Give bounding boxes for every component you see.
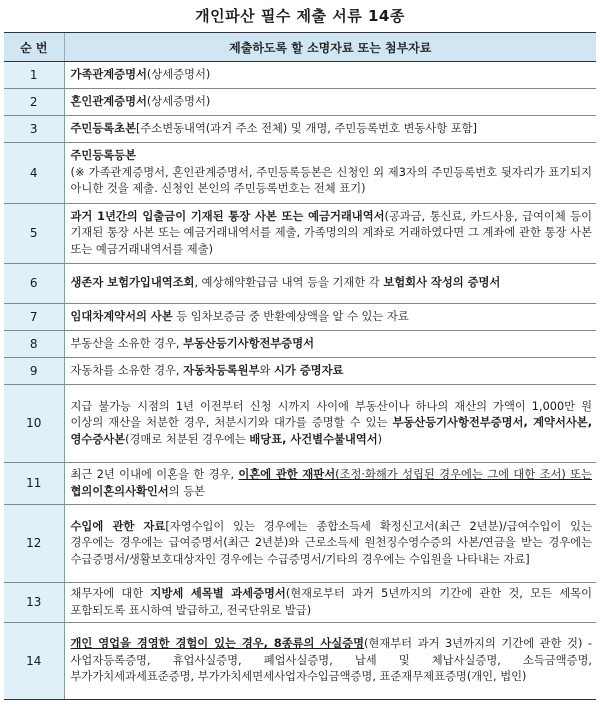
row-description: 채무자에 대한 지방세 세목별 과세증명서(현재로부터 과거 5년까지의 기간에 관한 것, 모든 세목이 포함되도록 표시하여 발급하고, 전국단위로 발급): [64, 583, 596, 623]
row-number: 1: [4, 62, 64, 89]
row-description: 지급 불가능 시점의 1년 이전부터 신청 시까지 사이에 부동산이나 하나의 재산의 가액이 1,000만 원 이상의 재산을 처분한 경우, 처분시기와 대가를 증명할 수 있는 부동산등기사항전부증명서, 계약서사본, 영수증사본(경매로 처분된 경우에는 배당표, 사건별수불내역서): [64, 385, 596, 463]
row-number: 3: [4, 116, 64, 143]
documents-table: [4, 32, 596, 700]
row-number: 7: [4, 304, 64, 331]
row-description: 최근 2년 이내에 이혼을 한 경우, 이혼에 관한 재판서(조정·화해가 성립된 경우에는 그에 대한 조서) 또는 협의이혼의사확인서의 등본: [64, 463, 596, 505]
table-row: [4, 304, 596, 331]
row-number: 5: [4, 204, 64, 264]
row-number: 9: [4, 358, 64, 385]
table-row: [4, 89, 596, 116]
row-number: 11: [4, 463, 64, 505]
table-row: [4, 583, 596, 623]
row-description: 과거 1년간의 입출금이 기재된 통장 사본 또는 예금거래내역서(공과금, 통신료, 카드사용, 급여이체 등이 기재된 통장 사본 또는 예금거래내역서를 제출, 가족명의의 계좌로 거래하였다면 그 계좌에 관한 통장 사본 또는 예금거래내역서를 제출): [64, 204, 596, 264]
table-row: [4, 62, 596, 89]
row-number: 2: [4, 89, 64, 116]
table-row: [4, 143, 596, 204]
table-row: [4, 623, 596, 700]
table-row: [4, 385, 596, 463]
table-row: [4, 463, 596, 505]
table-row: [4, 358, 596, 385]
table-row: [4, 204, 596, 264]
row-number: 8: [4, 331, 64, 358]
row-description: 자동차를 소유한 경우, 자동차등록원부와 시가 증명자료: [64, 358, 596, 385]
header-number: 순 번: [4, 33, 64, 62]
page-title: 개인파산 필수 제출 서류 14종: [195, 7, 405, 25]
row-description: 개인 영업을 경영한 경험이 있는 경우, 8종류의 사실증명(현재부터 과거 3년까지의 기간에 관한 것) - 사업자등록증명, 휴업사실증명, 폐업사실증명, 납세 및 체납사실증명, 소득금액증명, 부가가치세과세표준증명, 부가가치세면세사업자수입금액증명, 표준재무제표증명(개인, 법인): [64, 623, 596, 700]
row-description: 임대차계약서의 사본 등 임차보증금 중 반환예상액을 알 수 있는 자료: [64, 304, 596, 331]
row-number: 10: [4, 385, 64, 463]
table-row: [4, 116, 596, 143]
row-description: 주민등록초본[주소변동내역(과거 주소 전체) 및 개명, 주민등록번호 변동사항 포함]: [64, 116, 596, 143]
row-description: 부동산을 소유한 경우, 부동산등기사항전부증명서: [64, 331, 596, 358]
row-description: 주민등록등본 (※ 가족관계증명서, 혼인관계증명서, 주민등록등본은 신청인 외 제3자의 주민등록번호 뒷자리가 표기되지 아니한 것을 제출. 신청인 본인의 주민등록번호는 전체 표기): [64, 143, 596, 204]
table-row: [4, 264, 596, 304]
row-description: 혼인관계증명서(상세증명서): [64, 89, 596, 116]
table-header-row: [4, 33, 596, 62]
row-number: 12: [4, 505, 64, 583]
row-number: 13: [4, 583, 64, 623]
row-description: 생존자 보험가입내역조회, 예상해약환급금 내역 등을 기재한 각 보험회사 작성의 증명서: [64, 264, 596, 304]
table-row: [4, 331, 596, 358]
row-description: 수입에 관한 자료[자영수입이 있는 경우에는 종합소득세 확정신고서(최근 2년분)/급여수입이 있는 경우에는 경우에는 급여증명서(최근 2년분)와 근로소득세 원천징수영수증의 사본/연금을 받는 경우에는 수급증명서/생활보호대상자인 경우에는 수급증명서/기타의 경우에는 수입원을 나타내는 자료]: [64, 505, 596, 583]
header-description: 제출하도록 할 소명자료 또는 첨부자료: [64, 33, 596, 62]
row-description: 가족관계증명서(상세증명서): [64, 62, 596, 89]
row-number: 6: [4, 264, 64, 304]
table-row: [4, 505, 596, 583]
row-number: 14: [4, 623, 64, 700]
row-number: 4: [4, 143, 64, 204]
